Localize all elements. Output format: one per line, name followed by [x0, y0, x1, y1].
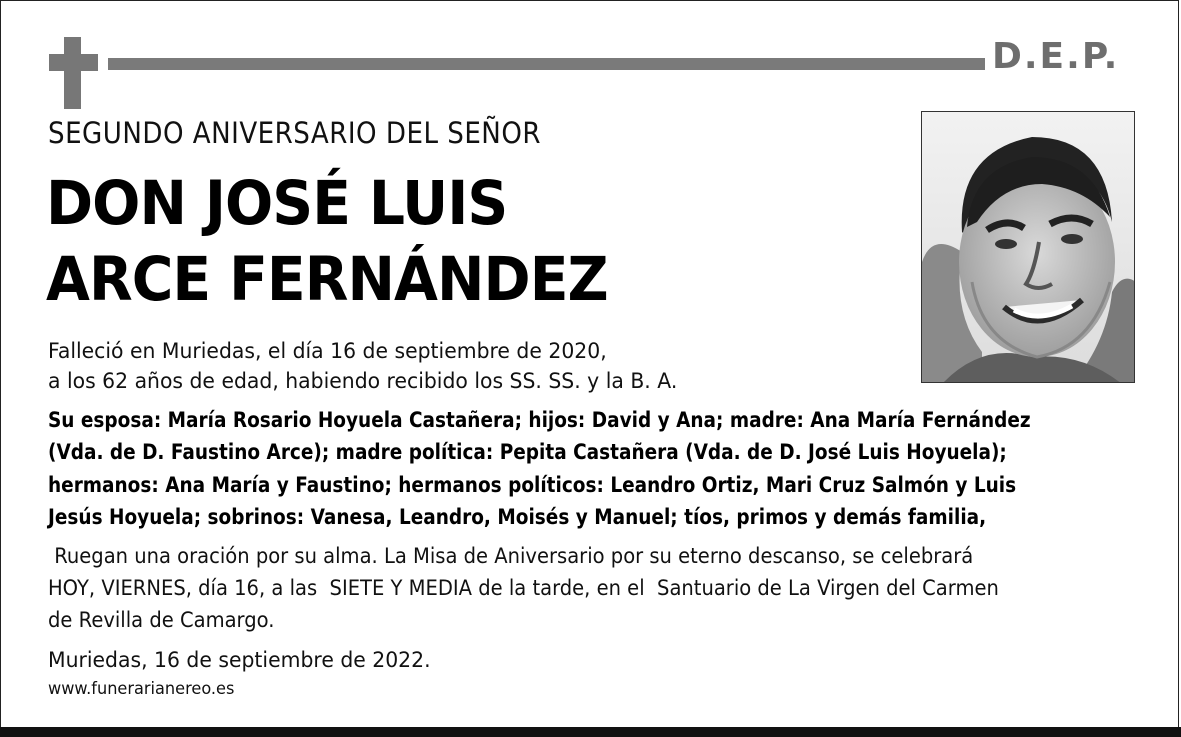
death-text-line: a los 62 años de edad, habiendo recibido los SS. SS. y la B. A. — [48, 369, 678, 393]
dep-label: D.E.P. — [992, 36, 1120, 77]
bottom-border — [0, 727, 1181, 737]
death-text-line: Falleció en Muriedas, el día 16 de septiembre de 2020, — [48, 339, 607, 363]
family-text-line: (Vda. de D. Faustino Arce); madre política: Pepita Castañera (Vda. de D. José Luis Hoyuela); — [48, 440, 1007, 464]
mass-text-line: de Revilla de Camargo. — [48, 608, 275, 632]
deceased-name-line1: DON JOSÉ LUIS — [46, 168, 508, 239]
portrait-image — [922, 112, 1135, 383]
mass-text-line: HOY, VIERNES, día 16, a las SIETE Y MEDIA de la tarde, en el Santuario de La Virgen del Carmen — [48, 576, 999, 600]
header-rule — [108, 58, 985, 70]
place-date: Muriedas, 16 de septiembre de 2022. — [48, 648, 431, 672]
deceased-name-line2: ARCE FERNÁNDEZ — [46, 244, 608, 315]
mass-text-line: Ruegan una oración por su alma. La Misa de Aniversario por su eterno descanso, se celebrará — [48, 544, 974, 568]
anniversary-subtitle: SEGUNDO ANIVERSARIO DEL SEÑOR — [48, 116, 541, 150]
family-text-line: Su esposa: María Rosario Hoyuela Castañera; hijos: David y Ana; madre: Ana María Fernández — [48, 408, 1031, 432]
website-link: www.funerarianereo.es — [48, 679, 235, 699]
portrait-photo — [921, 111, 1135, 383]
family-text-line: hermanos: Ana María y Faustino; hermanos políticos: Leandro Ortiz, Mari Cruz Salmón y Luis — [48, 473, 1017, 497]
family-text-line: Jesús Hoyuela; sobrinos: Vanesa, Leandro, Moisés y Manuel; tíos, primos y demás familia, — [48, 505, 987, 529]
